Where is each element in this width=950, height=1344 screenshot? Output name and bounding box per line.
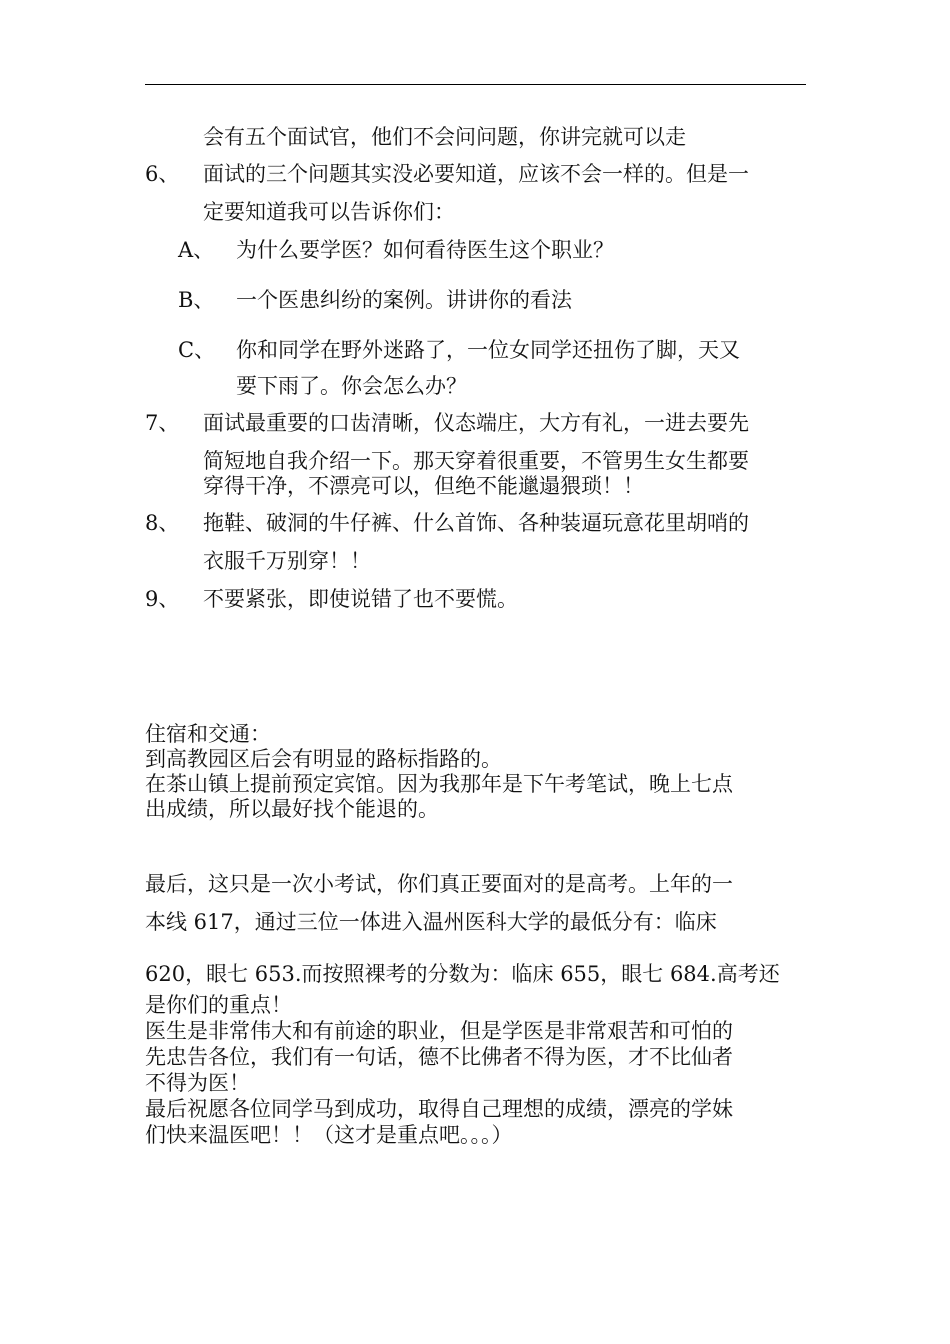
item6-number: 6、 (145, 162, 180, 186)
item7-line-3: 穿得干净，不漂亮可以，但绝不能邋遢猥琐！！ (203, 474, 644, 498)
header-rule (145, 84, 806, 85)
item6-line-2: 定要知道我可以告诉你们： (203, 200, 455, 224)
item6-subB-text: 一个医患纠纷的案例。讲讲你的看法 (236, 288, 572, 312)
closing-line-4: 是你们的重点！ (145, 993, 292, 1017)
item6-line-1: 面试的三个问题其实没必要知道，应该不会一样的。但是一 (203, 162, 749, 186)
item7-line-2: 简短地自我介绍一下。那天穿着很重要，不管男生女生都要 (203, 449, 749, 473)
lodging-line-3: 出成绩，所以最好找个能退的。 (145, 797, 439, 821)
item9-number: 9、 (145, 587, 180, 611)
item6-subA-letter: A、 (178, 238, 215, 262)
lodging-line-1: 到高教园区后会有明显的路标指路的。 (145, 747, 502, 771)
item6-subC-letter: C、 (178, 338, 216, 362)
closing-line-8: 最后祝愿各位同学马到成功，取得自己理想的成绩，漂亮的学妹 (145, 1097, 733, 1121)
closing-line-1: 最后，这只是一次小考试，你们真正要面对的是高考。上年的一 (145, 872, 733, 896)
closing-line-9: 们快来温医吧！！（这才是重点吧。。。） (145, 1123, 513, 1147)
item6-subA-text: 为什么要学医？如何看待医生这个职业？ (236, 238, 614, 262)
item8-line-1: 拖鞋、破洞的牛仔裤、什么首饰、各种装逼玩意花里胡哨的 (203, 511, 749, 535)
item9-line-1: 不要紧张，即使说错了也不要慌。 (203, 587, 518, 611)
item6-subC-line-2: 要下雨了。你会怎么办？ (236, 374, 467, 398)
item6-subB-letter: B、 (178, 288, 215, 312)
item8-line-2: 衣服千万别穿！！ (203, 549, 371, 573)
closing-line-5: 医生是非常伟大和有前途的职业，但是学医是非常艰苦和可怕的 (145, 1019, 733, 1043)
lodging-line-2: 在茶山镇上提前预定宾馆。因为我那年是下午考笔试，晚上七点 (145, 772, 733, 796)
item5-continuation: 会有五个面试官，他们不会问问题，你讲完就可以走 (203, 125, 686, 149)
closing-line-6: 先忠告各位，我们有一句话，德不比佛者不得为医，才不比仙者 (145, 1045, 733, 1069)
lodging-heading: 住宿和交通： (145, 722, 271, 746)
item8-number: 8、 (145, 511, 180, 535)
item7-number: 7、 (145, 411, 180, 435)
closing-line-7: 不得为医！ (145, 1071, 250, 1095)
closing-line-2: 本线 617，通过三位一体进入温州医科大学的最低分有：临床 (145, 910, 717, 934)
item7-line-1: 面试最重要的口齿清晰，仪态端庄，大方有礼，一进去要先 (203, 411, 749, 435)
item6-subC-line-1: 你和同学在野外迷路了，一位女同学还扭伤了脚，天又 (236, 338, 740, 362)
closing-line-3: 620，眼七 653.而按照裸考的分数为：临床 655，眼七 684.高考还 (145, 962, 780, 986)
